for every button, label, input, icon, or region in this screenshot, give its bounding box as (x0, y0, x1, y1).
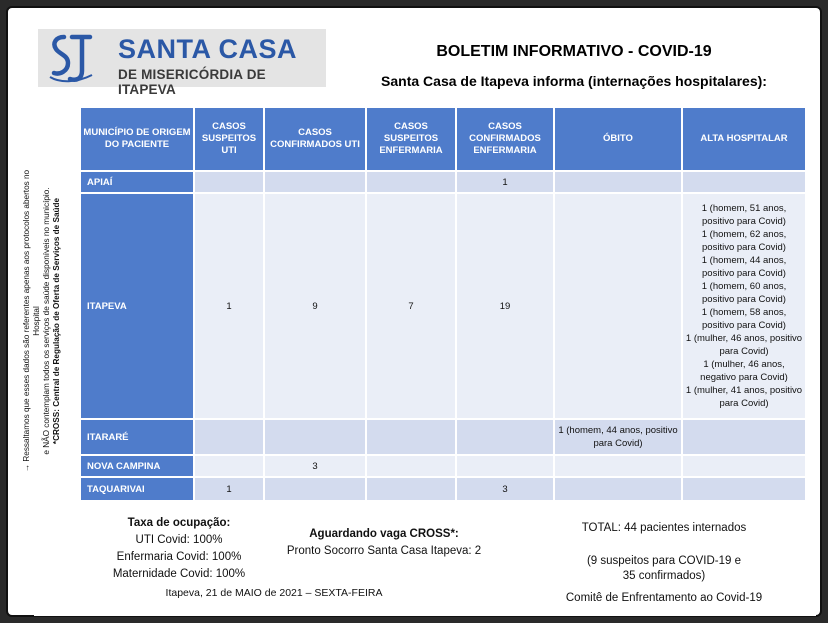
occupancy-enfermaria: Enfermaria Covid: 100% (116, 551, 242, 563)
total-line: TOTAL: 44 pacientes internados (581, 522, 747, 534)
total-detail-line-2: 35 confirmados) (622, 570, 706, 582)
cell-alta (683, 478, 805, 500)
column-header: ALTA HOSPITALAR (683, 108, 805, 170)
table-row (81, 456, 805, 476)
cell-susp-uti (195, 456, 263, 476)
cell-conf-enf: 1 (457, 172, 553, 192)
cell-susp-uti (195, 420, 263, 454)
column-header: CASOS SUSPEITOS ENFERMARIA (367, 108, 455, 170)
logo-subtitle: DE MISERICÓRDIA DE ITAPEVA (118, 67, 266, 97)
cell-susp-uti: 1 (195, 478, 263, 500)
cell-susp-enf (367, 478, 455, 500)
logo (38, 29, 326, 97)
municipality-cell: ITARARÉ (81, 420, 193, 454)
occupancy-title: Taxa de ocupação: (127, 517, 231, 529)
cell-obito (555, 456, 681, 476)
side-note-line-2: e NÃO contemplam todos os serviços de saúde disponíveis no município. (42, 187, 51, 455)
cell-susp-enf (367, 420, 455, 454)
cell-alta (683, 172, 805, 192)
document-frame (6, 6, 822, 617)
column-header: CASOS SUSPEITOS UTI (195, 108, 263, 170)
occupancy-block (89, 515, 269, 583)
cell-conf-enf (457, 420, 553, 454)
cell-alta (683, 194, 805, 418)
cell-conf-enf (457, 456, 553, 476)
page-title: BOLETIM INFORMATIVO - COVID-19 (436, 43, 712, 60)
occupancy-uti: UTI Covid: 100% (135, 534, 223, 546)
occupancy-maternidade: Maternidade Covid: 100% (112, 568, 246, 580)
column-header: CASOS CONFIRMADOS UTI (265, 108, 365, 170)
cell-conf-enf: 3 (457, 478, 553, 500)
discharge-entry: 1 (mulher, 46 anos, negativo para Covid) (700, 359, 788, 383)
cell-conf-uti: 3 (265, 456, 365, 476)
table-row (81, 420, 805, 454)
municipality-cell: TAQUARIVAI (81, 478, 193, 500)
cell-conf-uti (265, 172, 365, 192)
municipality-cell: ITAPEVA (81, 194, 193, 418)
discharge-entry: 1 (homem, 58 anos, positivo para Covid) (701, 307, 787, 331)
total-detail-line-1: (9 suspeitos para COVID-19 e (586, 555, 742, 567)
column-header: CASOS CONFIRMADOS ENFERMARIA (457, 108, 553, 170)
cell-conf-uti: 9 (265, 194, 365, 418)
table-row (81, 478, 805, 500)
cell-susp-uti: 1 (195, 194, 263, 418)
committee-line: Comitê de Enfrentamento ao Covid-19 (565, 592, 763, 604)
discharge-entry: 1 (homem, 62 anos, positivo para Covid) (701, 229, 787, 253)
discharge-entry: 1 (mulher, 46 anos, positivo para Covid) (685, 333, 803, 357)
cell-obito: 1 (homem, 44 anos, positivo para Covid) (555, 420, 681, 454)
column-header: MUNICÍPIO DE ORIGEM DO PACIENTE (81, 108, 193, 170)
cell-conf-uti (265, 478, 365, 500)
cell-obito (555, 478, 681, 500)
cell-obito (555, 194, 681, 418)
cell-susp-uti (195, 172, 263, 192)
cell-conf-uti (265, 420, 365, 454)
cell-susp-enf: 7 (367, 194, 455, 418)
cell-alta (683, 420, 805, 454)
table-row (81, 172, 805, 192)
cell-conf-enf: 19 (457, 194, 553, 418)
cross-title: Aguardando vaga CROSS*: (309, 528, 459, 540)
date-line: Itapeva, 21 de MAIO de 2021 – SEXTA-FEIRA (165, 587, 383, 599)
cross-block (284, 526, 484, 560)
discharge-entry: 1 (homem, 60 anos, positivo para Covid) (701, 281, 787, 305)
cell-susp-enf (367, 172, 455, 192)
cell-alta (683, 456, 805, 476)
santa-casa-logo-icon (46, 33, 96, 85)
cell-obito (555, 172, 681, 192)
side-note-line-3: *CROSS: Central de Regulação de Oferta de Serviços de Saúde (52, 197, 61, 445)
side-note-line-1: → Ressaltamos que esses dados são referentes apenas aos protocolos abertos no Hospital (22, 169, 41, 473)
logo-title: SANTA CASA (118, 34, 297, 64)
bulletin-page (22, 26, 816, 616)
page-subtitle: Santa Casa de Itapeva informa (internações hospitalares): (381, 73, 767, 89)
cell-susp-enf (367, 456, 455, 476)
total-detail (554, 554, 774, 584)
discharge-entry: 1 (homem, 51 anos, positivo para Covid) (701, 203, 787, 227)
cross-value: Pronto Socorro Santa Casa Itapeva: 2 (286, 545, 482, 557)
table-row (81, 194, 805, 418)
table-header-row (81, 108, 805, 170)
side-note (22, 156, 74, 486)
discharge-entry: 1 (homem, 44 anos, positivo para Covid) (701, 255, 787, 279)
column-header: ÓBITO (555, 108, 681, 170)
discharge-entry: 1 (mulher, 41 anos, positivo para Covid) (685, 385, 803, 409)
municipality-cell: APIAÍ (81, 172, 193, 192)
municipality-cell: NOVA CAMPINA (81, 456, 193, 476)
hospitalizations-table (79, 106, 807, 502)
